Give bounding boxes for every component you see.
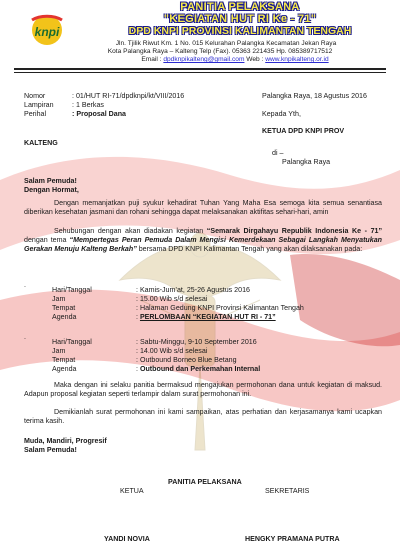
schedule2-time-label: Jam	[52, 347, 66, 355]
schedule2-bullet: .	[24, 333, 26, 341]
recipient-city: Palangka Raya	[282, 158, 331, 166]
closing-paragraph-2: Demikianlah surat permohonan ini kami sampaikan, atas perhatian dan kerjasamanya kami ucapkan terima kasih.	[24, 408, 382, 425]
lampiran-value: : 1 Berkas	[72, 101, 104, 109]
letter-date: Palangka Raya, 18 Agustus 2016	[262, 92, 367, 100]
schedule1-agenda-strong: PERLOMBAAN “KEGIATAN HUT RI - 71”	[139, 313, 276, 321]
knpi-logo-icon	[22, 6, 72, 56]
web-link[interactable]: www.knpikalteng.or.id	[265, 56, 329, 63]
closing-salam: Salam Pemuda!	[24, 446, 77, 454]
para2-mid: dengan tema	[24, 236, 70, 244]
greeting-salam: Salam Pemuda!	[24, 177, 77, 185]
header-contact-line	[95, 56, 375, 64]
schedule2-agenda-strong: Outbound dan Perkemahan Internal	[139, 365, 261, 373]
svg-text:knpi: knpi	[34, 25, 60, 39]
recipient-di: di –	[272, 149, 284, 157]
schedule2-agenda-label: Agenda	[52, 365, 77, 373]
header-address-line1: Jln. Tjilik Riwut Km. 1 No. 015 Kelurahan Palangka Kecamatan Jekan Raya	[115, 40, 337, 47]
schedule1-time-value: : 15.00 Wib s/d selesai	[136, 295, 208, 303]
body-paragraph-2	[24, 227, 382, 254]
schedule2-date-value: : Sabtu-Minggu, 9-10 September 2016	[136, 338, 257, 346]
header-title-line1: PANITIA PELAKSANA	[180, 1, 300, 13]
para2-end: bersama DPD KNPI Kalimantan Tengah yang akan dilaksanakan pada:	[136, 245, 363, 253]
header-title-line3: DPD KNPI PROVINSI KALIMANTAN TENGAH	[128, 25, 352, 37]
para2-event: “Semarak Dirgahayu Republik Indonesia Ke - 71”	[206, 227, 383, 235]
schedule1-place-value: : Halaman Gedung KNPI Provinsi Kalimantan Tengah	[136, 304, 304, 312]
signature-left-title: KETUA	[120, 487, 144, 495]
web-label: Web :	[244, 56, 266, 63]
perihal-value: : Proposal Dana	[72, 110, 127, 118]
para2-theme: “Mempertegas Peran Pemuda Dalam Mengisi Kemerdekaan Sebagai Langkah Menyatukan Gerakan Menuju Kalteng Berkah”	[24, 236, 382, 253]
schedule2-agenda-colon: :	[136, 365, 140, 373]
schedule1-agenda-colon: :	[136, 313, 140, 321]
motto-line: Muda, Mandiri, Progresif	[24, 437, 107, 445]
lampiran-label: Lampiran	[24, 101, 54, 109]
nomor-value: : 01/HUT RI-71/dpdknpi/kt/VIII/2016	[72, 92, 185, 100]
header-divider-thin	[14, 72, 386, 73]
kepada-label: Kepada Yth,	[262, 110, 301, 118]
schedule1-bullet: .	[24, 281, 26, 289]
greeting-hormat: Dengan Hormat,	[24, 186, 79, 194]
schedule2-agenda-value	[136, 365, 260, 374]
schedule1-agenda-value	[136, 313, 276, 322]
schedule1-date-label: Hari/Tanggal	[52, 286, 92, 294]
header-title-line2: "KEGIATAN HUT RI Ke - 71"	[163, 13, 317, 25]
perihal-label: Perihal	[24, 110, 47, 118]
header-divider-thick	[14, 68, 386, 70]
schedule1-date-value: : Kamis-Jum’at, 25-26 Agustus 2016	[136, 286, 250, 294]
email-label: Email :	[141, 56, 164, 63]
schedule1-place-label: Tempat	[52, 304, 76, 312]
recipient-line1: KETUA DPD KNPI PROV	[262, 127, 345, 135]
nomor-label: Nomor	[24, 92, 46, 100]
schedule2-time-value: : 14.00 Wib s/d selesai	[136, 347, 208, 355]
schedule1-time-label: Jam	[52, 295, 66, 303]
schedule2-date-label: Hari/Tanggal	[52, 338, 92, 346]
header-address-line2: Kota Palangka Raya – Kalteng Telp (Fax). 05363 221435 Hp. 085389717512	[107, 48, 333, 55]
signature-org: PANITIA PELAKSANA	[168, 478, 242, 486]
schedule2-place-label: Tempat	[52, 356, 76, 364]
schedule1-agenda-label: Agenda	[52, 313, 77, 321]
schedule2-place-value: : Outbound Borneo Blue Betang	[136, 356, 237, 364]
para2-start: Sehubungan dengan akan diadakan kegiatan	[54, 227, 207, 235]
signature-right-name: HENGKY PRAMANA PUTRA	[245, 535, 340, 543]
body-paragraph-1: Dengan memanjatkan puji syukur kehadirat Tuhan Yang Maha Esa semoga kita semua senantiasa diberikan kesehatan jasmani dan rohani sehingga dapat melaksanakan aktifitas sehari-hari, amin	[24, 199, 382, 216]
signature-right-title: SEKRETARIS	[265, 487, 310, 495]
email-link[interactable]: dpdknpikalteng@gmail.com	[163, 56, 245, 63]
closing-paragraph-1: Maka dengan ini selaku panitia bermaksud mengajukan permohonan dana untuk kegiatan di maksud. Adapun proposal kegiatan seperti terlampir dalam surat permohonan ini.	[24, 381, 382, 398]
recipient-line2: KALTENG	[24, 139, 58, 147]
signature-left-name: YANDI NOVIA	[104, 535, 150, 543]
